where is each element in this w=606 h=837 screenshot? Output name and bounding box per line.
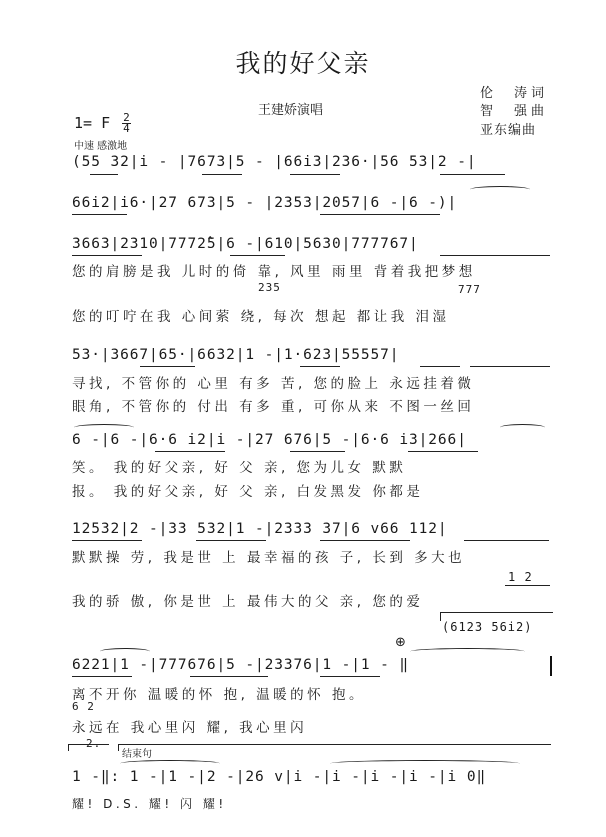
lyric-line-5b: 报。 我的好父亲, 好 父 亲, 白发黑发 你都是 <box>72 484 424 500</box>
lyric-line-3b: 您的叮咛在我 心间萦 绕, 每次 想起 都让我 泪湿 <box>72 309 450 325</box>
notation-line-5: 6 -|6 -|6·6 i2|i -|27 676|5 -|6·6 i3|266| <box>72 432 467 448</box>
ending-label: 结束句 <box>122 749 152 760</box>
underline <box>464 540 549 541</box>
volta-2-label: 2. <box>86 737 102 750</box>
lyric-line-8a: 耀! D.S. 耀! 闪 耀! <box>72 797 227 811</box>
underline <box>230 255 285 256</box>
lyric-line-3a: 您的肩膀是我 儿时的倚 靠, 风里 雨里 背着我把梦想 <box>72 264 476 280</box>
coda-phrase: (6123 56i2) <box>442 620 533 634</box>
lyric-line-6a: 默默操 劳, 我是世 上 最幸福的孩 子, 长到 多大也 <box>72 550 466 566</box>
lyric-line-7b: 永远在 我心里闪 耀, 我心里闪 <box>72 720 308 736</box>
tempo-marking: 中速 感激地 <box>74 141 128 152</box>
underline <box>470 366 550 367</box>
lyric-line-5a: 笑。 我的好父亲, 好 父 亲, 您为儿女 默默 <box>72 460 407 476</box>
slur <box>74 424 134 431</box>
notation-line-1: (55 32|i - |7673|5 - |66i3|236·|56 53|2 -| <box>72 154 477 170</box>
underline <box>440 174 505 175</box>
final-barline <box>550 656 552 676</box>
lyric-line-4b: 眼角, 不管你的 付出 有多 重, 可你从来 不图一丝回 <box>72 399 475 415</box>
notation-line-3: 3663|2310|7772̂5|6 -|610|5630|777767| <box>72 236 419 252</box>
underline <box>190 676 268 677</box>
underline <box>290 451 345 452</box>
underline <box>72 540 142 541</box>
song-title: 我的好父亲 <box>235 49 371 78</box>
underline <box>72 214 127 215</box>
segno-icon: ⊕ <box>395 635 406 650</box>
lyric-line-6b: 我的骄 傲, 你是世 上 最伟大的父 亲, 您的爱 <box>72 594 424 610</box>
lyric-line-4a: 寻找, 不管你的 心里 有多 苦, 您的脸上 永远挂着微 <box>72 376 475 392</box>
notation-line-2: 66i2|i6·|27 673|5 - |2353|2057|6 -|6 -)| <box>72 195 458 211</box>
notation-line-6: 12532|2 -|33 532|1 -|2333 37|6 v66 112| <box>72 521 448 537</box>
slur <box>120 760 220 767</box>
underline <box>440 255 550 256</box>
time-denominator: 4 <box>123 122 130 135</box>
lyricist-credit: 伦 涛词 <box>480 86 549 101</box>
underline <box>72 676 132 677</box>
singer-credit: 王建娇演唱 <box>258 103 324 118</box>
notation-line-4: 53·|3667|65·|6632|1 -|1·623|55557| <box>72 347 400 363</box>
underline <box>72 255 142 256</box>
underline <box>505 585 550 586</box>
underline <box>320 214 440 215</box>
underline <box>320 676 380 677</box>
slur <box>410 648 525 655</box>
key-text: 1= F <box>74 114 111 132</box>
underline <box>196 540 266 541</box>
underline <box>90 174 118 175</box>
time-signature <box>122 113 131 134</box>
underline <box>420 366 460 367</box>
underline <box>202 174 242 175</box>
underline <box>320 540 410 541</box>
small-62: 6 2 <box>72 700 95 713</box>
lyric-line-7a: 离不开你 温暖的怀 抱, 温暖的怀 抱。 <box>72 687 366 703</box>
time-numerator: 2 <box>123 111 130 124</box>
slur <box>100 648 150 655</box>
underline <box>300 366 340 367</box>
underline <box>155 451 225 452</box>
ornament-235: 235 <box>258 281 281 294</box>
notation-line-8: 1 -‖: 1 -|1 -|2 -|26 v|i -|i -|i -|i -|i 0‖ <box>72 769 487 785</box>
slur <box>330 760 520 767</box>
ornament-777: 777 <box>458 283 481 296</box>
underline <box>290 174 340 175</box>
volta-numbers: 1 2 <box>508 570 533 584</box>
underline <box>140 366 195 367</box>
underline <box>408 451 478 452</box>
key-signature <box>74 113 131 134</box>
ending-bracket <box>118 744 551 751</box>
slur <box>470 186 530 193</box>
notation-line-7: 6221|1 -|777676|5 -|23376|1 -|1 - ‖ <box>72 657 410 673</box>
arranger-credit: 亚东编曲 <box>480 123 537 138</box>
composer-credit: 智 强曲 <box>480 104 549 119</box>
slur <box>500 424 545 431</box>
